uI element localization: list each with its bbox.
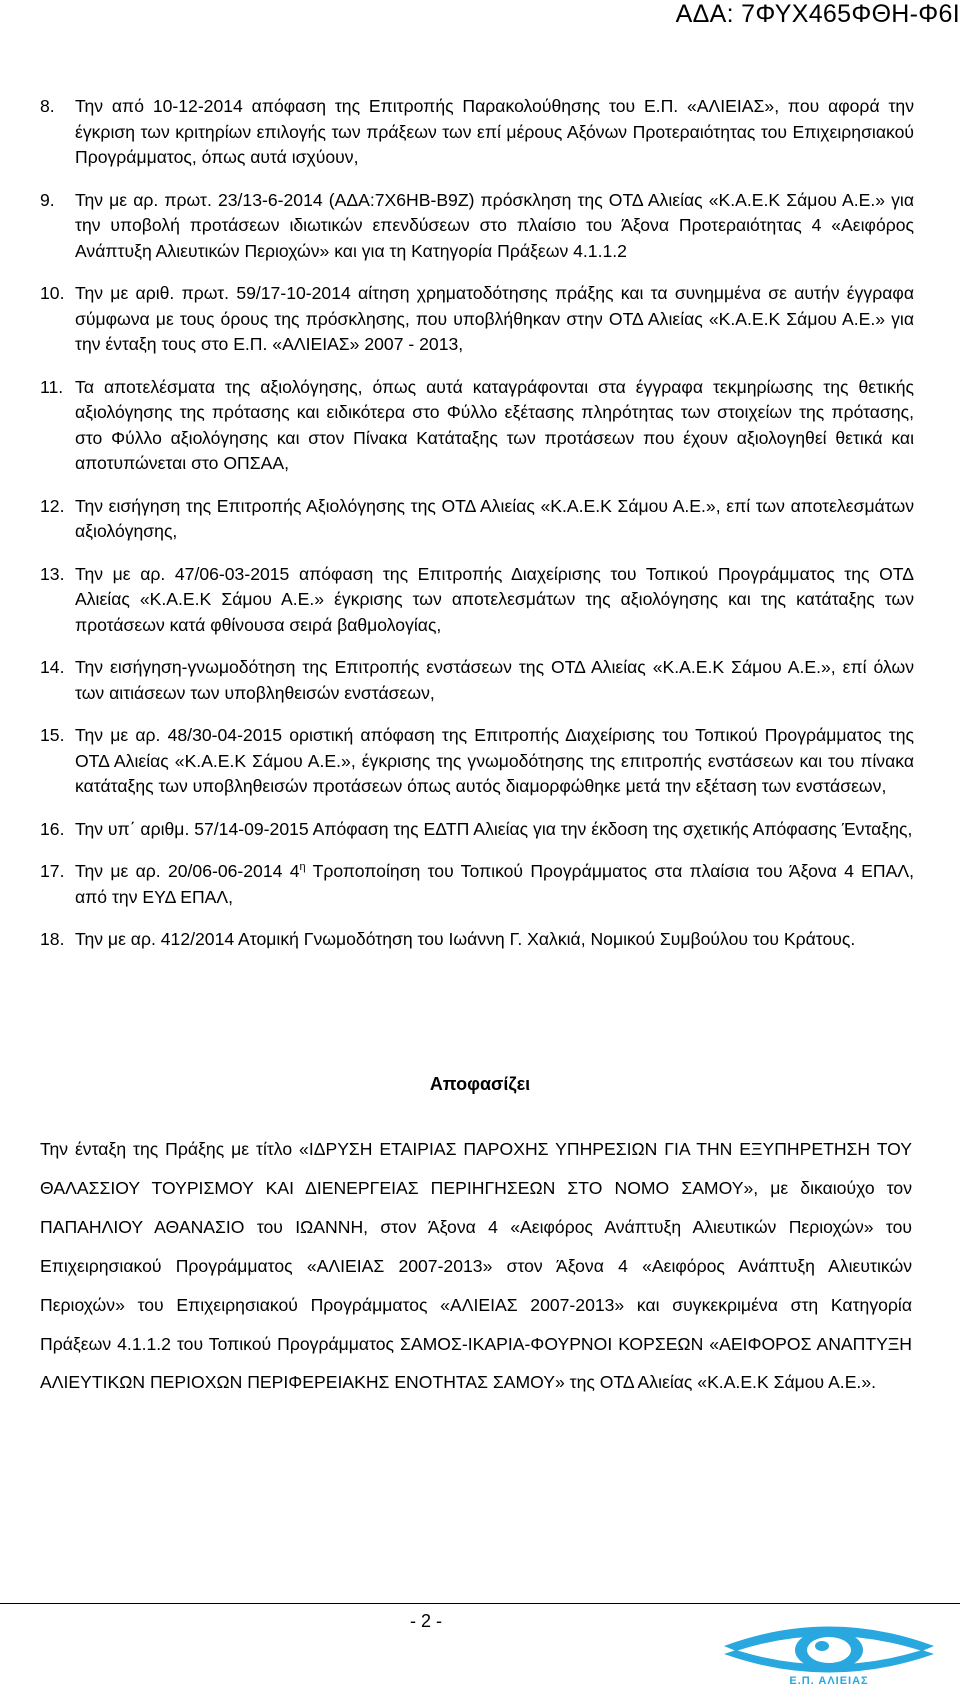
list-item-15 <box>40 723 914 800</box>
ada-code: ΑΔΑ: 7ΦΥΧ465ΦΘΗ-Φ6Ι <box>675 0 960 28</box>
item-number: 12. <box>40 495 65 516</box>
item-number: 16. <box>40 818 65 839</box>
list-item-11 <box>40 375 914 477</box>
item-text: Την με αρ. 412/2014 Ατομική Γνωμοδότηση του Ιωάννη Γ. Χαλκιά, Νομικού Συμβούλου του Κράτους. <box>75 929 856 949</box>
item-text: Την με αριθ. πρωτ. 59/17-10-2014 αίτηση χρηματοδότησης πράξης και τα συνημμένα σε αυτήν έγγραφα σύμφωνα με τους όρους της πρόσκλησης, που υποβλήθηκαν στην ΟΤΔ Αλιείας «Κ.Α.Ε.Κ Σάμου Α.Ε.» για την ένταξη τους στο Ε.Π. «ΑΛΙΕΙΑΣ» 2007 - 2013, <box>75 283 914 354</box>
decision-paragraph: Την ένταξη της Πράξης με τίτλο «ΙΔΡΥΣΗ ΕΤΑΙΡΙΑΣ ΠΑΡΟΧΗΣ ΥΠΗΡΕΣΙΩΝ ΓΙΑ ΤΗΝ ΕΞΥΠΗΡΕΤΗΣΗ ΤΟΥ ΘΑΛΑΣΣΙΟΥ ΤΟΥΡΙΣΜΟΥ ΚΑΙ ΔΙΕΝΕΡΓΕΙΑΣ ΠΕΡΙΗΓΗΣΕΩΝ ΣΤΟ ΝΟΜΟ ΣΑΜΟΥ», με δικαιούχο τον ΠΑΠΑΗΛΙΟΥ ΑΘΑΝΑΣΙΟ του ΙΩΑΝΝΗ, στον Άξονα 4 «Αειφόρος Ανάπτυξη Αλιευτικών Περιοχών» του Επιχειρησιακού Προγράμματος «ΑΛΙΕΙΑΣ 2007-2013» στον Άξονα 4 «Αειφόρος Ανάπτυξη Αλιευτικών Περιοχών» του Επιχειρησιακού Προγράμματος «ΑΛΙΕΙΑΣ 2007-2013» και συγκεκριμένα στη Κατηγορία Πράξεων 4.1.1.2 του Τοπικού Προγράμματος ΣΑΜΟΣ-ΙΚΑΡΙΑ-ΦΟΥΡΝΟΙ ΚΟΡΣΕΩΝ «ΑΕΙΦΟΡΟΣ ΑΝΑΠΤΥΞΗ ΑΛΙΕΥΤΙΚΩΝ ΠΕΡΙΟΧΩΝ ΠΕΡΙΦΕΡΕΙΑΚΗΣ ΕΝΟΤΗΤΑΣ ΣΑΜΟΥ» της ΟΤΔ Αλιείας «Κ.Α.Ε.Κ Σάμου Α.Ε.». <box>40 1139 912 1393</box>
item-number: 10. <box>40 283 65 303</box>
list-item-10 <box>40 281 914 358</box>
item-text: Τα αποτελέσματα της αξιολόγησης, όπως αυτά καταγράφονται στα έγγραφα τεκμηρίωσης της θετικής αξιολόγησης της πρότασης και ειδικότερα στο Φύλλο εξέτασης πληρότητας των στοιχείων της πρότασης, στο Φύλλο αξιολόγησης και στον Πίνακα Κατάταξης των προτάσεων που έχουν αξιολογηθεί θετικά και αποτυπώνεται στο ΟΠΣΑΑ, <box>75 376 914 473</box>
item-number: 13. <box>40 563 65 584</box>
superscript: η <box>299 861 306 874</box>
item-text: Την εισήγηση-γνωμοδότηση της Επιτροπής ενστάσεων της ΟΤΔ Αλιείας «Κ.Α.Ε.Κ Σάμου Α.Ε.», επί όλων των αιτιάσεων των υποβληθεισών ενστάσεων, <box>75 657 914 703</box>
item-text: Την με αρ. 47/06-03-2015 απόφαση της Επιτροπής Διαχείρισης του Τοπικού Προγράμματος της ΟΤΔ Αλιείας «Κ.Α.Ε.Κ Σάμου Α.Ε.» έγκρισης των αποτελεσμάτων της αξιολόγησης και της κατάταξης των προτάσεων κατά φθίνουσα σειρά βαθμολογίας, <box>75 563 914 635</box>
item-number: 18. <box>40 929 65 949</box>
item-number: 17. <box>40 861 65 881</box>
item-text: Την με αρ. 48/30-04-2015 οριστική απόφαση της Επιτροπής Διαχείρισης του Τοπικού Προγράμματος της ΟΤΔ Αλιείας «Κ.Α.Ε.Κ Σάμου Α.Ε.», έγκρισης της γνωμοδότησης της επιτροπής ενστάσεων και του πίνακα κατάταξης των υποβληθεισών προτάσεων όπως αυτός διαμορφώθηκε μετά την εξέταση των ενστάσεων, <box>75 725 914 796</box>
logo-text: Ε.Π. ΑΛΙΕΙΑΣ <box>789 1675 869 1687</box>
list-item-13 <box>40 562 914 639</box>
item-number: 8. <box>40 96 55 116</box>
list-item-17 <box>40 859 914 910</box>
item-number: 11. <box>40 376 64 397</box>
page-number: - 2 - <box>410 1611 443 1631</box>
list-item-9 <box>40 188 914 265</box>
list-item-16 <box>40 817 914 843</box>
list-item-14 <box>40 655 914 706</box>
considerations-list <box>40 94 914 970</box>
item-text: Την υπ΄ αριθμ. 57/14-09-2015 Απόφαση της ΕΔΤΠ Αλιείας για την έκδοση της σχετικής Απόφασης Ένταξης, <box>75 818 913 839</box>
list-item-12 <box>40 494 914 545</box>
item-text-end: Τροποποίηση του Τοπικού Προγράμματος στα πλαίσια του Άξονα 4 ΕΠΑΛ, από την ΕΥΔ ΕΠΑΛ, <box>75 861 914 907</box>
item-number: 14. <box>40 657 65 677</box>
ep-alieias-logo-icon <box>718 1617 940 1687</box>
decision-heading: Αποφασίζει <box>429 1074 531 1094</box>
item-text-start: Την με αρ. 20/06-06-2014 4 <box>75 861 300 881</box>
footer-divider <box>0 1603 960 1604</box>
item-text: Την εισήγηση της Επιτροπής Αξιολόγησης της ΟΤΔ Αλιείας «Κ.Α.Ε.Κ Σάμου Α.Ε.», επί των αποτελεσμάτων αξιολόγησης, <box>75 495 914 541</box>
list-item-18 <box>40 927 914 953</box>
list-item-8 <box>40 94 914 171</box>
item-text: Την από 10-12-2014 απόφαση της Επιτροπής Παρακολούθησης του Ε.Π. «ΑΛΙΕΙΑΣ», που αφορά την έγκριση των κριτηρίων επιλογής των πράξεων των επί μέρους Αξόνων Προτεραιότητας του Επιχειρησιακού Προγράμματος, όπως αυτά ισχύουν, <box>75 96 914 167</box>
item-number: 15. <box>40 725 65 745</box>
item-number: 9. <box>40 189 55 210</box>
item-text: Την με αρ. πρωτ. 23/13-6-2014 (ΑΔΑ:7Χ6ΗΒ-Β9Ζ) πρόσκληση της ΟΤΔ Αλιείας «Κ.Α.Ε.Κ Σάμου Α.Ε.» για την υποβολή προτάσεων ιδιωτικών επενδύσεων στο πλαίσιο του Άξονα Προτεραιότητας 4 «Αειφόρος Ανάπτυξη Αλιευτικών Περιοχών» και για τη Κατηγορία Πράξεων 4.1.1.2 <box>75 189 914 261</box>
